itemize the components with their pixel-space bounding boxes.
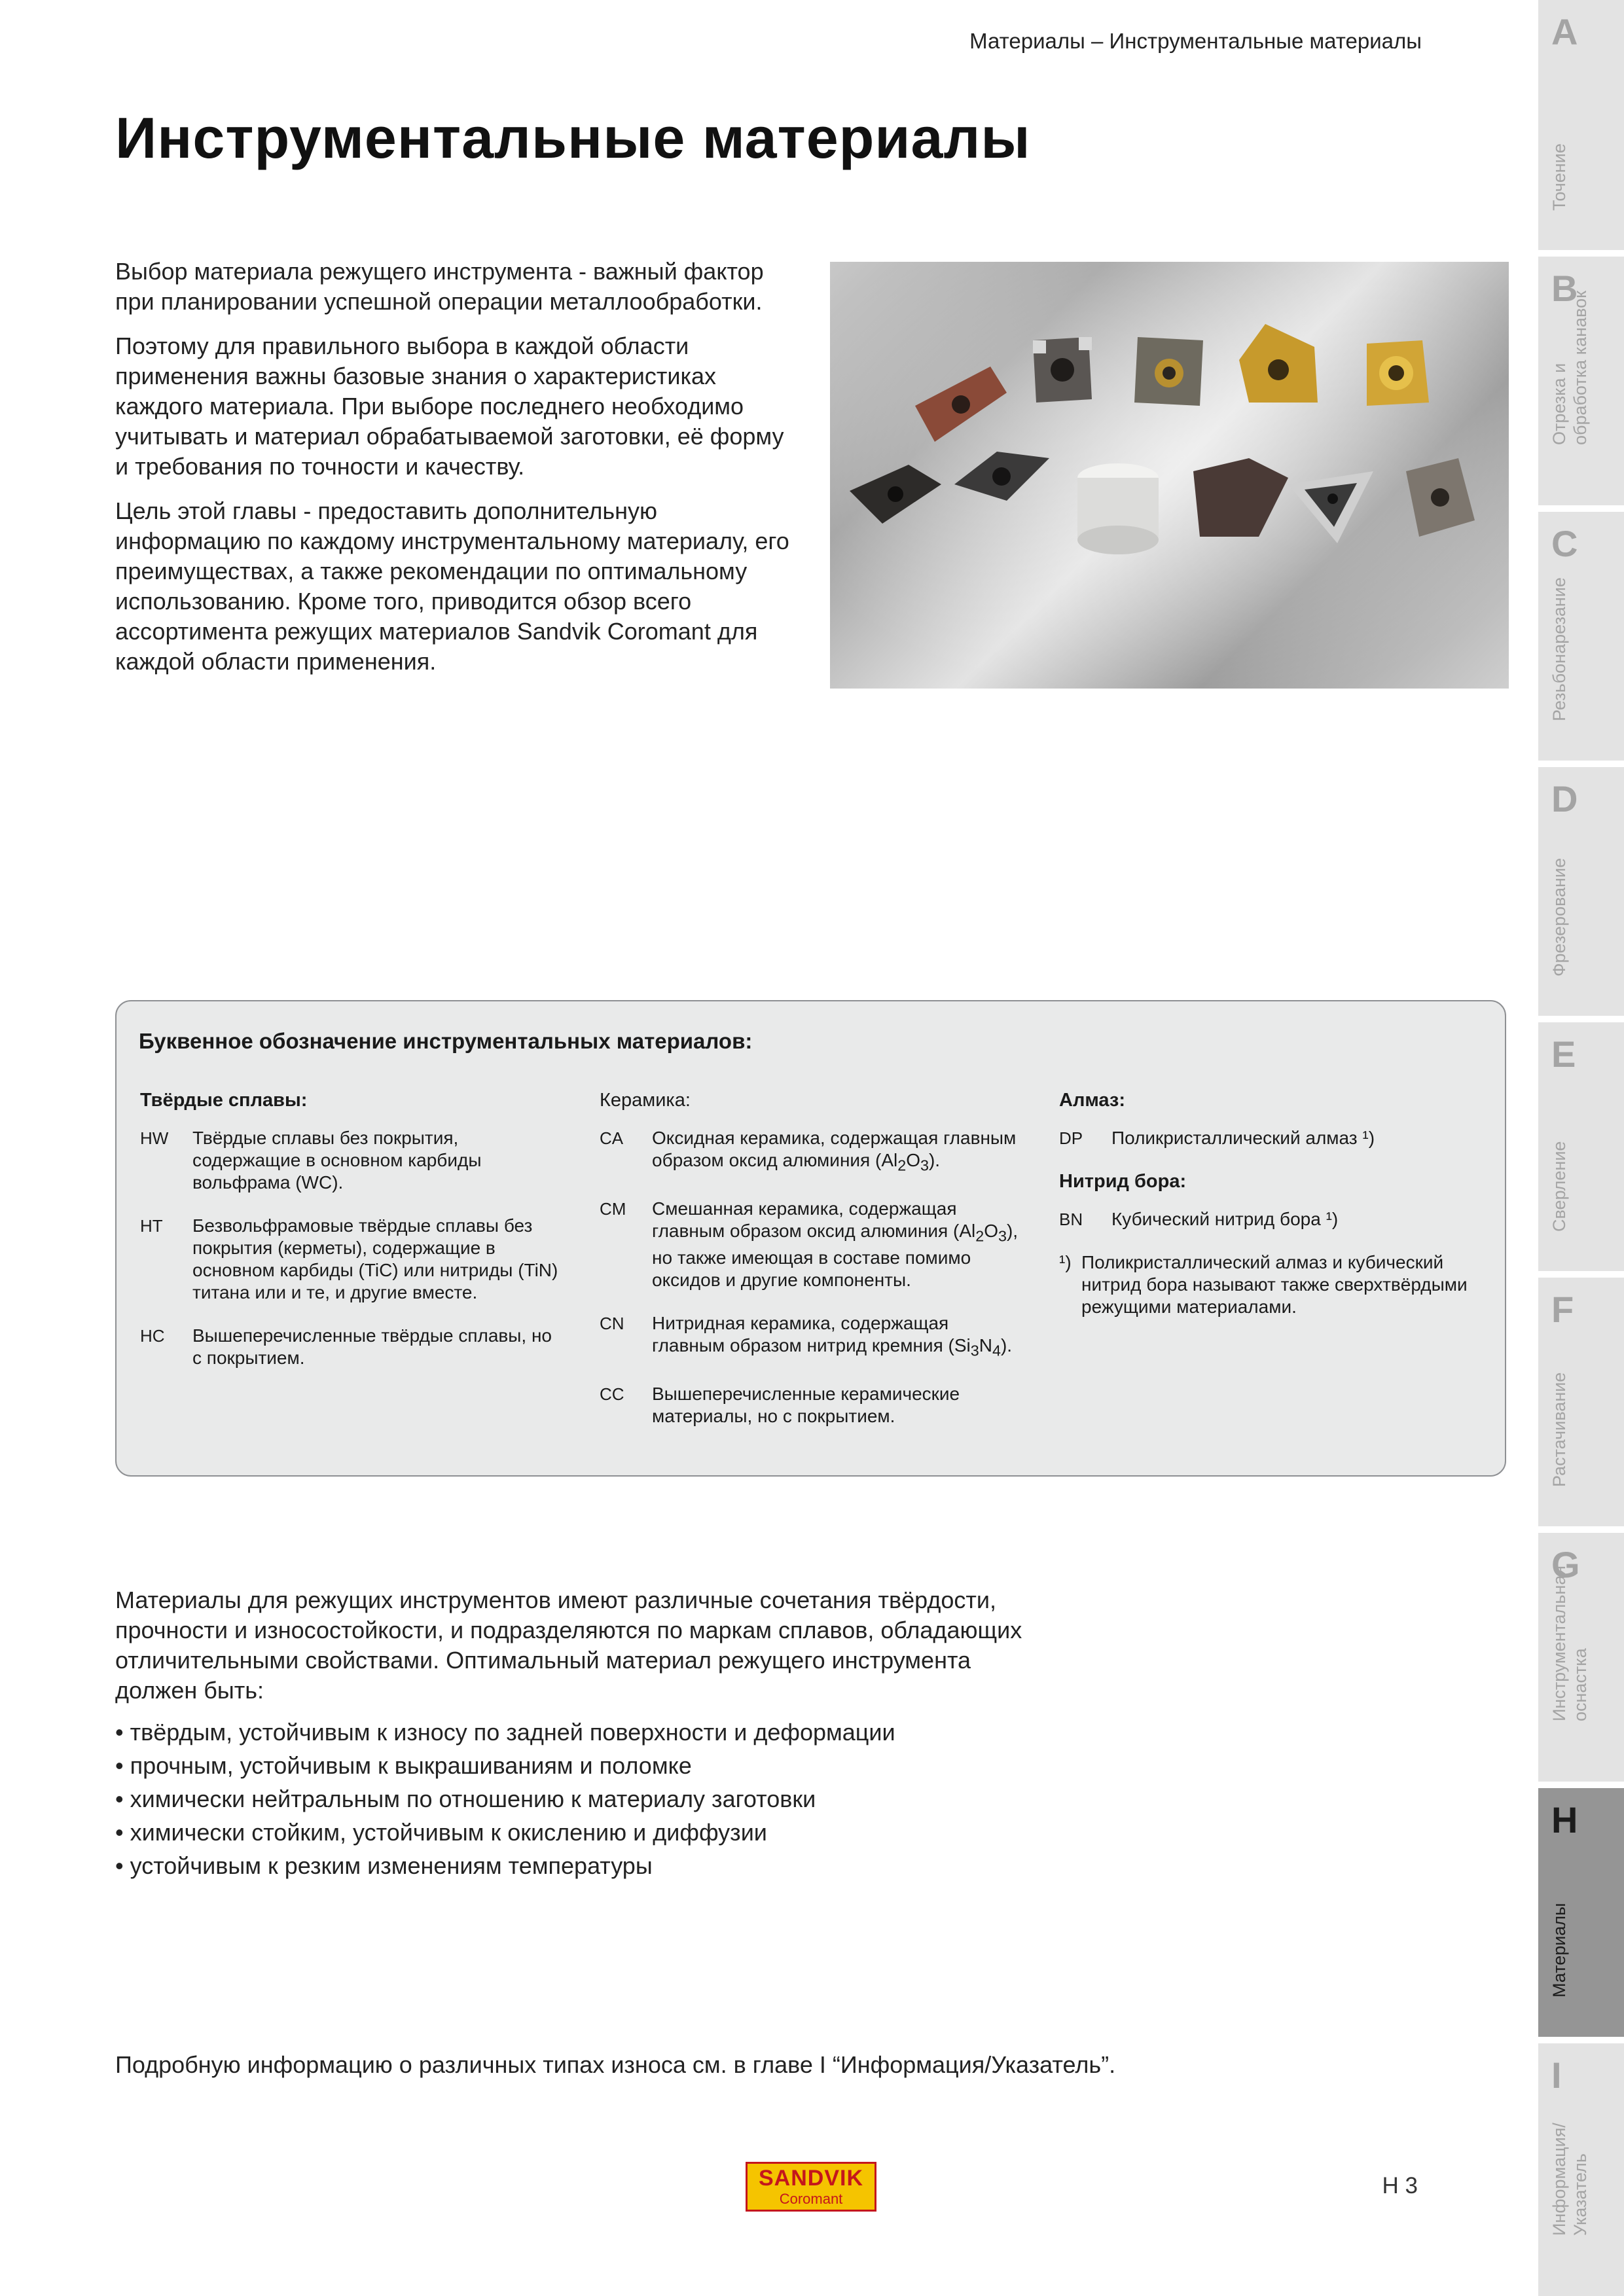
material-code: CA [600,1128,624,1148]
legend-entry [600,1127,1025,1177]
legend-entry [140,1127,566,1194]
list-item: • прочным, устойчивым к выкрашиваниям и поломке [115,1752,692,1779]
intro-text [115,257,803,691]
chapter-sidebar [1538,0,1624,2296]
list-item: • твёрдым, устойчивым к износу по задней поверхности и деформации [115,1719,895,1746]
material-designation-legend [115,1000,1506,1477]
insert-silver-gold-square [1134,337,1203,406]
material-code: DP [1059,1128,1083,1148]
ceramics-column [600,1089,1025,1448]
tab-label: Материалы [1549,1903,1569,1998]
insert-gold-square [1367,340,1429,406]
material-description: Смешанная керамика, содержащая главным образом оксид алюминия $(Al_2O_3)$, но также имеющая в составе помимо оксидов и другие компоненты. [652,1198,1019,1291]
footnote-text: Поликристаллический алмаз и кубический нитрид бора называют также сверхтвёрдыми режущими материалами. [1081,1252,1468,1317]
page-number: H 3 [1382,2173,1418,2198]
tab-letter: H [1551,1799,1578,1840]
tab-letter: D [1551,778,1578,819]
requirements-list [115,1717,1032,1881]
material-description: Нитридная керамика, содержащая главным образом нитрид кремния $(Si_3N_4)$. [652,1313,1013,1359]
tab-letter: B [1551,268,1578,309]
material-description: Поликристаллический алмаз ¹) [1111,1128,1375,1148]
material-description: Твёрдые сплавы без покрытия, содержащие в основном карбиды вольфрама (WC). [192,1128,482,1193]
footnote-mark: ¹) [1059,1252,1072,1272]
carbides-heading: Твёрдые сплавы: [140,1090,308,1111]
insert-dark-square [1033,337,1092,403]
list-item: • устойчивым к резким изменениям температуры [115,1852,653,1879]
list-item: • химически нейтральным по отношению к материалу заготовки [115,1785,816,1812]
tab-letter: A [1551,11,1578,52]
page-title: Инструментальные материалы [115,105,1031,170]
tab-d[interactable] [1538,767,1624,1016]
tab-letter: C [1551,523,1578,564]
sandvik-coromant-logo [746,2162,876,2212]
legend-entry [140,1325,566,1369]
material-description: Кубический нитрид бора ¹) [1111,1209,1339,1229]
tab-label: Фрезерование [1549,857,1569,977]
tab-e[interactable] [1538,1022,1624,1271]
tab-label: Отрезка и обработка канавок [1549,291,1590,445]
intro-paragraph: Цель этой главы - предоставить дополнительную информацию по каждому инструментальному материалу, его преимуществах, а также рекомендации по оптимальному использованию. Кроме того, приводится обзор всего ассортимента режущих материалов Sandvik Coromant для каждой области применения. [115,497,789,675]
cutting-inserts-photo [830,262,1509,689]
legend-entry [600,1383,1025,1427]
tab-label: Резьбонарезание [1549,577,1569,721]
intro-paragraph: Выбор материала режущего инструмента - важный фактор при планировании успешной операции металлообработки. [115,258,764,315]
running-header: Материалы – Инструментальные материалы [969,29,1422,53]
requirements-section [115,1585,1032,1884]
material-description: Безвольфрамовые твёрдые сплавы без покрытия (керметы), содержащие в основном карбиды (TiC) или нитриды (TiN) титана или и те, и другие вместе. [192,1215,558,1302]
material-code: CC [600,1384,624,1404]
logo-sub-text: Coromant [779,2191,843,2207]
carbides-column [140,1089,566,1390]
material-description: Оксидная керамика, содержащая главным образом оксид алюминия $(Al_2O_3)$. [652,1128,1017,1174]
tab-b[interactable] [1538,257,1624,505]
footer-note: Подробную информацию о различных типах износа см. в главе I “Информация/Указатель”. [115,2051,1116,2078]
diamond-heading: Алмаз: [1059,1090,1125,1111]
logo-main-text: SANDVIK [758,2166,864,2191]
legend-entry [600,1198,1025,1292]
tab-label: Растачивание [1549,1372,1569,1487]
ceramics-heading: Керамика: [600,1090,691,1111]
boron-nitride-heading: Нитрид бора: [1059,1171,1187,1192]
tab-letter: I [1551,2054,1562,2096]
tab-label: Инструментальная оснастка [1549,1565,1590,1721]
tab-c[interactable] [1538,512,1624,761]
requirements-paragraph: Материалы для режущих инструментов имеют различные сочетания твёрдости, прочности и износостойкости, и подразделяются по маркам сплавов, обладающих отличительными свойствами. Оптимальный материал режущего инструмента должен быть: [115,1587,1022,1704]
tab-letter: F [1551,1289,1574,1330]
superhard-column [1059,1089,1491,1318]
material-code: BN [1059,1210,1083,1229]
tab-label: Сверление [1549,1141,1569,1232]
material-description: Вышеперечисленные керамические материалы, но с покрытием. [652,1383,960,1426]
intro-paragraph: Поэтому для правильного выбора в каждой области применения важны базовые знания о характеристиках каждого материала. При выборе последнего необходимо учитывать и материал обрабатываемой заготовки, её форму и требования по точности и качеству. [115,332,784,480]
material-code: HW [140,1128,169,1148]
legend-entry [140,1215,566,1304]
material-code: HT [140,1216,163,1236]
legend-entry [1059,1208,1491,1230]
legend-entry [600,1312,1025,1362]
tab-f[interactable] [1538,1278,1624,1526]
tab-label: Точение [1549,143,1569,211]
tab-g[interactable] [1538,1533,1624,1782]
tab-i[interactable] [1538,2043,1624,2296]
material-code: CN [600,1314,624,1334]
tab-a[interactable] [1538,0,1624,250]
legend-title: Буквенное обозначение инструментальных материалов: [139,1029,753,1053]
tab-h[interactable] [1538,1788,1624,2037]
tab-label: Информация/ Указатель [1549,2123,1590,2236]
material-code: HC [140,1326,165,1346]
material-description: Вышеперечисленные твёрдые сплавы, но с покрытием. [192,1325,552,1368]
legend-entry [1059,1127,1491,1149]
tab-letter: E [1551,1033,1576,1075]
list-item: • химически стойким, устойчивым к окислению и диффузии [115,1819,767,1846]
insert-ceramic-round [1077,463,1159,554]
material-code: CM [600,1198,626,1219]
tab-letter: G [1551,1544,1580,1585]
footnote [1059,1251,1491,1318]
